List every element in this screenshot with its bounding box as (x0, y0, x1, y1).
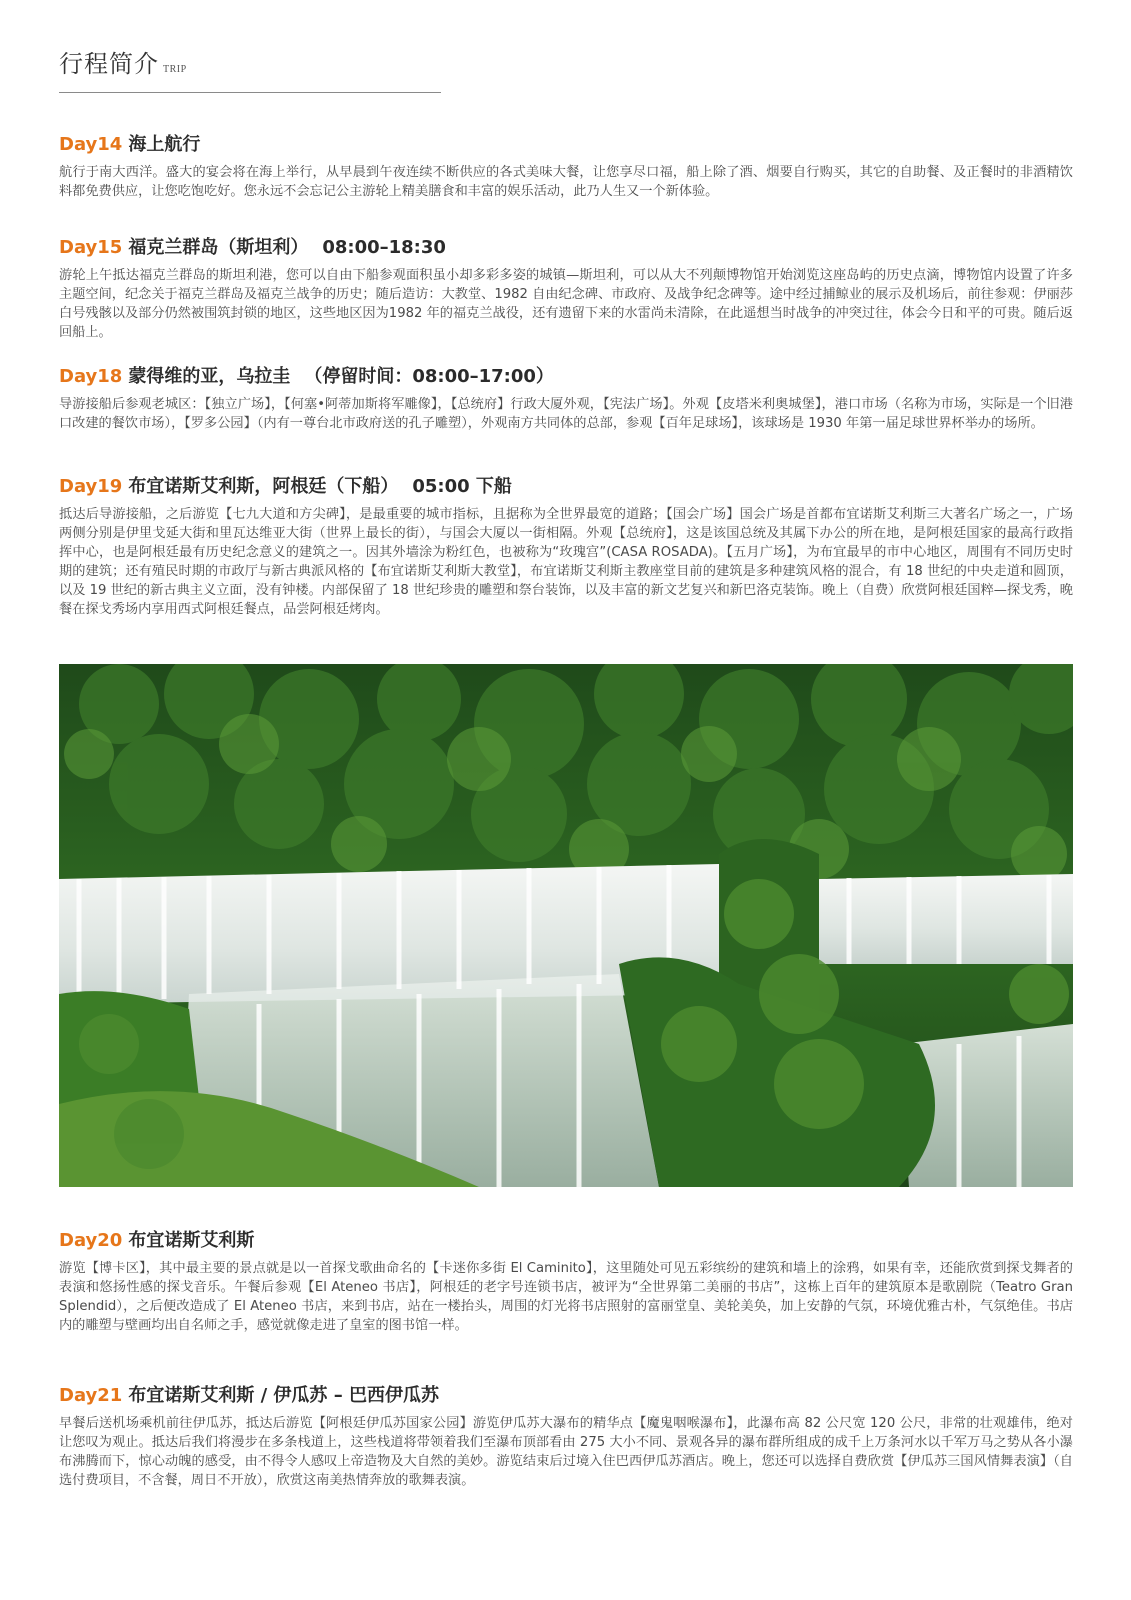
waterfall-illustration (59, 664, 1073, 1187)
day-description: 游轮上午抵达福克兰群岛的斯坦利港，您可以自由下船参观面积虽小却多彩多姿的城镇—斯坦利，可以从大不列颠博物馆开始浏览这座岛屿的历史点滴，博物馆内设置了许多主题空间，纪念关于福克兰群岛及福克兰战争的历史；随后造访：大教堂、1982 自由纪念碑、市政府、及战争纪念碑等。途中经过捕鲸业的展示及机场后，前往参观：伊丽莎白号残骸以及部分仍然被围筑封锁的地区，这些地区因为1982 年的福克兰战役，还有遗留下来的水雷尚未清除，在此遥想当时战争的冲突过往，体会今日和平的可贵。随后返回船上。 (59, 268, 1073, 340)
day-number: Day20 (59, 1230, 123, 1251)
day-time: 08:00–18:30 (322, 237, 446, 258)
day-title: 布宜诺斯艾利斯，阿根廷（下船） (128, 476, 399, 497)
day-heading (59, 132, 1073, 158)
day-title: 布宜诺斯艾利斯 / 伊瓜苏 – 巴西伊瓜苏 (128, 1385, 439, 1406)
day-time: （停留时间：08:00–17:00） (304, 366, 554, 387)
day-number: Day19 (59, 476, 123, 497)
day-section-20 (59, 1228, 1073, 1335)
day-title: 福克兰群岛（斯坦利） (128, 237, 309, 258)
page-header (59, 44, 441, 93)
day-section-15 (59, 235, 1073, 342)
day-number: Day18 (59, 366, 123, 387)
day-heading (59, 235, 1073, 261)
page-title: 行程简介 (59, 50, 159, 78)
day-description: 早餐后送机场乘机前往伊瓜苏，抵达后游览【阿根廷伊瓜苏国家公园】游览伊瓜苏大瀑布的精华点【魔鬼咽喉瀑布】，此瀑布高 82 公尺宽 120 公尺，非常的壮观雄伟，绝对让您叹为观止。抵达后我们将漫步在多条栈道上，这些栈道将带领着我们至瀑布顶部看由 275 大小不同、景观各异的瀑布群所组成的成千上万条河水以千军万马之势从各小瀑布沸腾而下，惊心动魄的感受，由不得令人感叹上帝造物及大自然的美妙。游览结束后过境入住巴西伊瓜苏酒店。晚上，您还可以选择自费欣赏【伊瓜苏三国风情舞表演】（自选付费项目，不含餐，周日不开放），欣赏这南美热情奔放的歌舞表演。 (59, 1416, 1073, 1488)
day-description: 航行于南大西洋。盛大的宴会将在海上举行，从早晨到午夜连续不断供应的各式美味大餐，让您享尽口福，船上除了酒、烟要自行购买，其它的自助餐、及正餐时的非酒精饮料都免费供应，让您吃饱吃好。您永远不会忘记公主游轮上精美膳食和丰富的娱乐活动，此乃人生又一个新体验。 (59, 165, 1073, 199)
day-heading (59, 1383, 1073, 1409)
day-section-18 (59, 364, 1073, 433)
day-section-19 (59, 474, 1073, 619)
day-heading (59, 474, 1073, 500)
day-description: 导游接船后参观老城区：【独立广场】，【何塞•阿蒂加斯将军雕像】，【总统府】行政大厦外观，【宪法广场】。外观【皮塔米利奥城堡】，港口市场（名称为市场，实际是一个旧港口改建的餐饮市场），【罗多公园】（内有一尊台北市政府送的孔子雕塑），外观南方共同体的总部，参观【百年足球场】，该球场是 1930 年第一届足球世界杯举办的场所。 (59, 397, 1073, 431)
page-subtitle: TRIP (163, 64, 187, 75)
waterfall-photo (59, 664, 1073, 1187)
day-number: Day14 (59, 134, 123, 155)
day-section-14 (59, 132, 1073, 201)
day-heading (59, 1228, 1073, 1254)
day-title: 布宜诺斯艾利斯 (128, 1230, 255, 1251)
day-number: Day15 (59, 237, 123, 258)
day-section-21 (59, 1383, 1073, 1490)
day-title: 蒙得维的亚，乌拉圭 (128, 366, 291, 387)
day-title: 海上航行 (128, 134, 201, 155)
day-description: 抵达后导游接船，之后游览【七九大道和方尖碑】，是最重要的城市指标，且据称为全世界最宽的道路；【国会广场】国会广场是首都布宜诺斯艾利斯三大著名广场之一，广场两侧分别是伊里戈延大街和里瓦达维亚大街（世界上最长的街），与国会大厦以一街相隔。外观【总统府】，这是该国总统及其属下办公的所在地，是阿根廷国家的最高行政指挥中心，也是阿根廷最有历史纪念意义的建筑之一。因其外墙涂为粉红色，也被称为“玫瑰宫”(CASA ROSADA)。【五月广场】，为布宜最早的市中心地区，周围有不同历史时期的建筑；还有殖民时期的市政厅与新古典派风格的【布宜诺斯艾利斯大教堂】，布宜诺斯艾利斯主教座堂目前的建筑是多种建筑风格的混合，有 18 世纪的中央走道和圆顶，以及 19 世纪的新古典主义立面，没有钟楼。内部保留了 18 世纪珍贵的雕塑和祭台装饰，以及丰富的新文艺复兴和新巴洛克装饰。晚上（自费）欣赏阿根廷国粹—探戈秀，晚餐在探戈秀场内享用西式阿根廷餐点，品尝阿根廷烤肉。 (59, 507, 1073, 617)
day-heading (59, 364, 1073, 390)
day-time: 05:00 下船 (412, 476, 512, 497)
day-number: Day21 (59, 1385, 123, 1406)
day-description: 游览【博卡区】，其中最主要的景点就是以一首探戈歌曲命名的【卡迷你多街 El Caminito】，这里随处可见五彩缤纷的建筑和墙上的涂鸦，如果有幸，还能欣赏到探戈舞者的表演和悠扬性感的探戈音乐。午餐后参观【El Ateneo 书店】，阿根廷的老字号连锁书店，被评为“全世界第二美丽的书店”，这栋上百年的建筑原本是歌剧院（Teatro Gran Splendid），之后便改造成了 El Ateneo 书店，来到书店，站在一楼抬头，周围的灯光将书店照射的富丽堂皇、美轮美奂，加上安静的气氛，环境优雅古朴，气氛绝佳。书店内的雕塑与壁画均出自名师之手，感觉就像走进了皇室的图书馆一样。 (59, 1261, 1073, 1333)
